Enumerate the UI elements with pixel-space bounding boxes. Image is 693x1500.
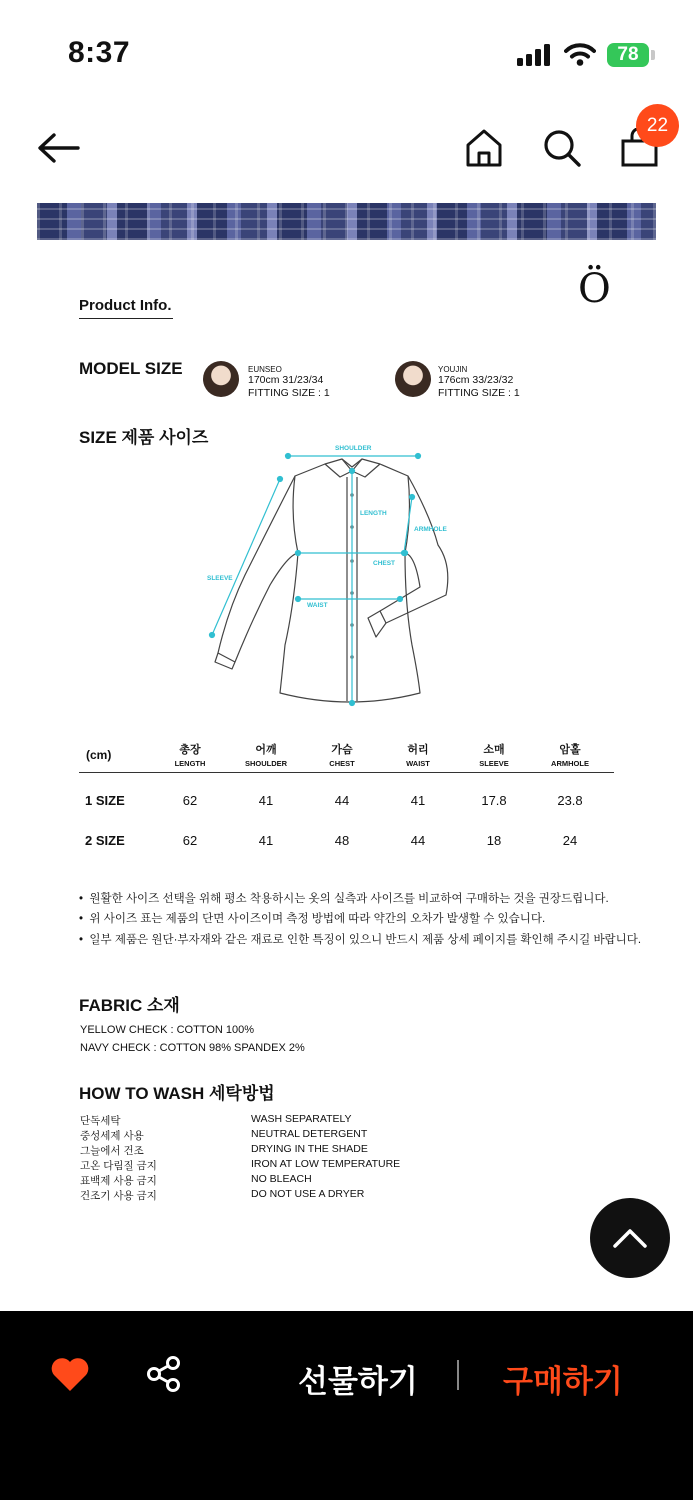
size-chart-heading: SIZE 제품 사이즈 [79, 428, 209, 447]
model-name: YOUJIN [438, 365, 468, 374]
table-cell: 44 [334, 792, 350, 808]
table-row [79, 780, 614, 820]
wash-ko: 표백제 사용 금지 [80, 1175, 157, 1187]
column-header: 허리 WAIST [406, 744, 430, 768]
fabric-line: YELLOW CHECK : COTTON 100% [80, 1024, 255, 1036]
model-card [438, 365, 520, 400]
table-cell: 41 [258, 792, 274, 808]
table-cell: 23.8 [557, 792, 583, 808]
wash-ko: 고온 다림질 금지 [80, 1160, 157, 1172]
table-header [79, 737, 614, 773]
size-note: • 원활한 사이즈 선택을 위해 평소 착용하시는 옷의 실측과 사이즈를 비교하여 구매하는 것을 권장드립니다. [79, 893, 609, 905]
row-label: 1 SIZE [85, 792, 125, 808]
diagram-label-waist: WAIST [307, 602, 328, 609]
table-cell: 62 [182, 792, 198, 808]
table-cell: 17.8 [481, 792, 507, 808]
chevron-up-icon [612, 1226, 648, 1250]
table-cell: 18 [486, 832, 502, 848]
column-header: 암홀 ARMHOLE [551, 744, 589, 768]
shirt-measurement-diagram [190, 435, 490, 710]
wash-ko: 단독세탁 [80, 1115, 121, 1127]
wash-en: DRYING IN THE SHADE [251, 1143, 368, 1155]
model-fitting: FITTING SIZE : 1 [248, 387, 330, 399]
table-cell: 24 [562, 832, 578, 848]
table-row [79, 820, 614, 860]
diagram-label-shoulder: SHOULDER [335, 445, 372, 452]
column-header: 소매 SLEEVE [479, 744, 509, 768]
battery-indicator [607, 43, 649, 67]
wash-en: NO BLEACH [251, 1173, 312, 1185]
model-name: EUNSEO [248, 365, 282, 374]
table-cell: 44 [410, 832, 426, 848]
gift-button[interactable]: 선물하기 [298, 1364, 418, 1399]
brand-logo: Ö [578, 266, 611, 312]
wash-ko: 중성세제 사용 [80, 1130, 144, 1142]
heading-underline [79, 318, 173, 319]
diagram-label-length: LENGTH [360, 510, 387, 517]
diagram-label-sleeve: SLEEVE [207, 575, 233, 582]
model-measure: 176cm 33/23/32 [438, 374, 514, 386]
column-header: 총장 LENGTH [174, 744, 206, 768]
battery-cap [651, 50, 655, 60]
model-size-heading: MODEL SIZE [79, 359, 183, 378]
product-info-heading: Product Info. [79, 297, 172, 314]
unit-label: (cm) [86, 747, 112, 762]
diagram-label-chest: CHEST [373, 560, 396, 567]
model-measure: 170cm 31/23/34 [248, 374, 324, 386]
model-card [248, 365, 330, 400]
battery-level: 78 [617, 44, 639, 65]
table-cell: 62 [182, 832, 198, 848]
wash-en: NEUTRAL DETERGENT [251, 1128, 368, 1140]
bottom-action-bar [0, 1311, 693, 1500]
wash-en: WASH SEPARATELY [251, 1113, 352, 1125]
buy-button[interactable]: 구매하기 [503, 1364, 623, 1399]
home-icon[interactable] [465, 128, 503, 168]
table-cell: 41 [258, 832, 274, 848]
diagram-label-armhole: ARMHOLE [414, 526, 447, 533]
signal-icon [517, 44, 553, 66]
status-time: 8:37 [68, 36, 131, 69]
wash-heading: HOW TO WASH 세탁방법 [79, 1084, 275, 1103]
heart-icon[interactable] [50, 1356, 90, 1392]
row-label: 2 SIZE [85, 832, 125, 848]
wash-en: DO NOT USE A DRYER [251, 1188, 365, 1200]
table-cell: 41 [410, 792, 426, 808]
wash-ko: 그늘에서 건조 [80, 1145, 144, 1157]
size-note: • 위 사이즈 표는 제품의 단면 사이즈이며 측정 방법에 따라 약간의 오차가 발생할 수 있습니다. [79, 913, 546, 925]
model-fitting: FITTING SIZE : 1 [438, 387, 520, 399]
column-header: 어깨 SHOULDER [244, 744, 288, 768]
size-table [79, 737, 614, 860]
fabric-line: NAVY CHECK : COTTON 98% SPANDEX 2% [80, 1042, 305, 1054]
wash-ko: 건조기 사용 금지 [80, 1190, 157, 1202]
model-avatar [203, 361, 239, 397]
model-avatar [395, 361, 431, 397]
wifi-icon [564, 42, 596, 66]
scroll-to-top-button[interactable] [590, 1198, 670, 1278]
wash-en: IRON AT LOW TEMPERATURE [251, 1158, 401, 1170]
table-cell: 48 [334, 832, 350, 848]
back-arrow-icon[interactable] [36, 130, 82, 166]
fabric-swatch-image [37, 203, 656, 240]
fabric-heading: FABRIC 소재 [79, 996, 180, 1015]
button-divider [457, 1360, 459, 1390]
column-header: 가슴 CHEST [329, 744, 355, 768]
cart-count-badge[interactable]: 22 [636, 104, 679, 147]
search-icon[interactable] [542, 128, 582, 168]
size-note: • 일부 제품은 원단·부자재와 같은 재료로 인한 특징이 있으니 반드시 제품 상세 페이지를 확인해 주시길 바랍니다. [79, 934, 642, 946]
share-icon[interactable] [146, 1355, 184, 1393]
